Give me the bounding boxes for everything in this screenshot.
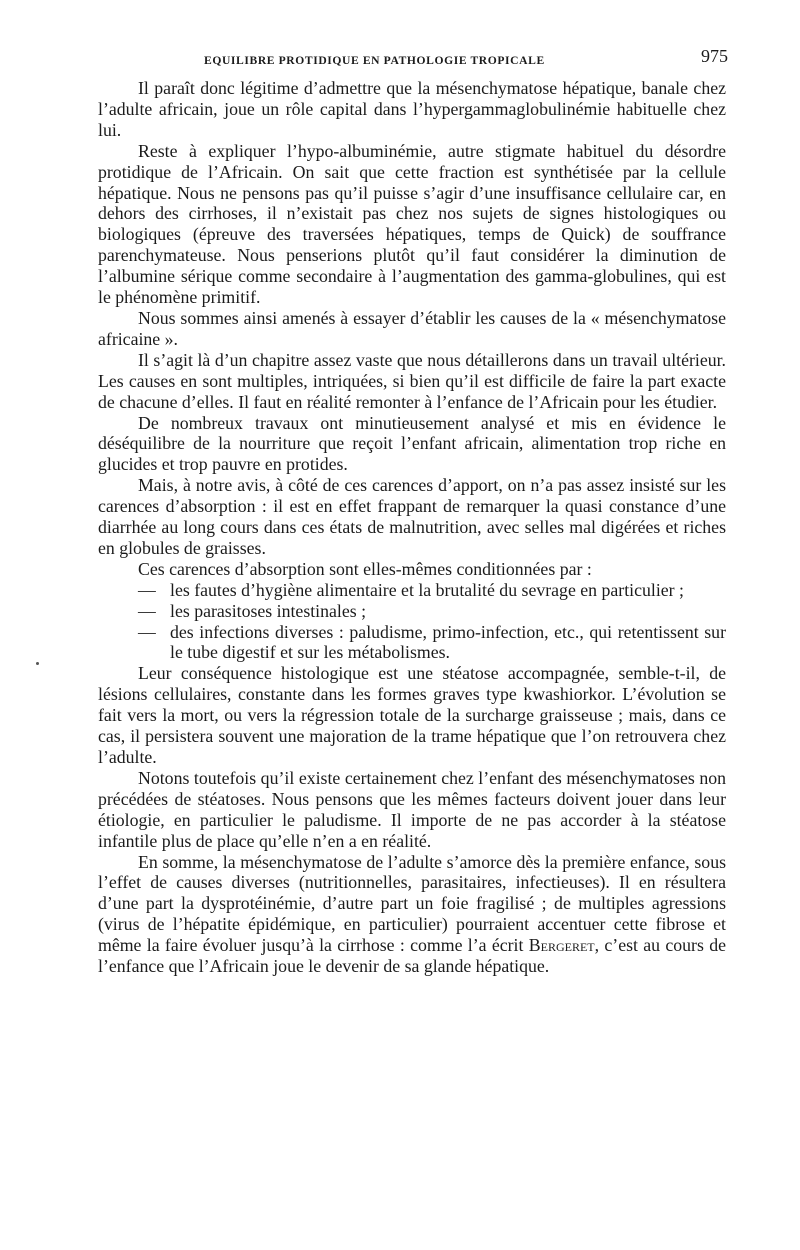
paragraph-10	[98, 852, 726, 977]
list-item-text: les fautes d’hygiène alimentaire et la brutalité du sevrage en particulier ;	[170, 579, 684, 600]
running-header	[98, 44, 726, 78]
list-item-text: des infections diverses : paludisme, primo-infection, etc., qui retentissent sur le tube digestif et sur les métabolismes.	[170, 621, 726, 663]
stray-ink-mark	[36, 662, 39, 665]
body-text	[98, 78, 726, 977]
paragraph-10-text-end: , c’est au cours de l’enfance que l’Africain joue le devenir de sa glande hépatique.	[98, 935, 727, 977]
cited-author: Bergeret	[528, 935, 595, 956]
list-dash: —	[138, 600, 156, 621]
page-number: 975	[701, 46, 728, 66]
list-dash: —	[138, 621, 156, 642]
header-title: EQUILIBRE PROTIDIQUE EN PATHOLOGIE TROPICALE	[204, 54, 545, 67]
paragraph-5: De nombreux travaux ont minutieusement analysé et mis en évidence le déséquilibre de la nourriture que reçoit l’enfant africain, alimentation trop riche en glucides et trop pauvre en protides.	[98, 412, 726, 475]
conditions-list	[98, 580, 726, 664]
paragraph-3: Nous sommes ainsi amenés à essayer d’établir les causes de la « mésenchymatose africaine ».	[98, 307, 726, 349]
paragraph-6: Mais, à notre avis, à côté de ces carences d’apport, on n’a pas assez insisté sur les carences d’absorption : il est en effet frappant de remarquer la quasi constance d’une diarrhée au long cours dans ces états de malnutrition, avec selles mal digérées et riches en globules de graisses.	[98, 475, 726, 558]
document-page	[98, 44, 726, 977]
list-item	[98, 622, 726, 664]
list-dash: —	[138, 579, 156, 600]
paragraph-1: Il paraît donc légitime d’admettre que la mésenchymatose hépatique, banale chez l’adulte africain, joue un rôle capital dans l’hypergammaglobulinémie habituelle chez lui.	[98, 78, 726, 140]
paragraph-2: Reste à expliquer l’hypo-albuminémie, autre stigmate habituel du désordre protidique de l’Africain. On sait que cette fraction est synthétisée par la cellule hépatique. Nous ne pensons pas qu’il puisse s’agir d’une insuffisance cellulaire car, en dehors des cirrhoses, il n’existait pas chez nos sujets de signes histologiques ou biologiques (épreuve des traversées hépatiques, temps de Quick) de souffrance parenchymateuse. Nous penserions plutôt qu’il faut considérer la diminution de l’albumine sérique comme secondaire à l’augmentation des gamma-globulines, qui est le phénomène primitif.	[98, 140, 726, 308]
paragraph-10-text-start: En somme, la mésenchymatose de l’adulte s’amorce dès la première enfance, sous l’effet de causes diverses (nutritionnelles, parasitaires, infectieuses). Il en résultera d’une part la dysprotéinémie, d’autre part un foie fragilisé ; de multiples agressions (virus de l’hépatite épidémique, en particulier) pourraient accentuer cette fibrose et même la faire évoluer jusqu’à la cirrhose : comme l’a écrit	[98, 851, 726, 956]
paragraph-4: Il s’agit là d’un chapitre assez vaste que nous détaillerons dans un travail ultérieur. Les causes en sont multiples, intriquées, si bien qu’il est difficile de faire la part exacte de chacune d’elles. Il faut en réalité remonter à l’enfance de l’Africain pour les étudier.	[98, 349, 726, 412]
paragraph-8: Leur conséquence histologique est une stéatose accompagnée, semble-t-il, de lésions cellulaires, constante dans les formes graves type kwashiorkor. L’évolution se fait vers la mort, ou vers la régression totale de la surcharge graisseuse ; mais, dans ce cas, il persistera souvent une majoration de la trame hépatique que l’on retrouvera chez l’adulte.	[98, 663, 726, 767]
list-item-text: les parasitoses intestinales ;	[170, 600, 367, 621]
list-item	[98, 601, 726, 622]
list-item	[98, 580, 726, 601]
paragraph-9: Notons toutefois qu’il existe certainement chez l’enfant des mésenchymatoses non précédées de stéatoses. Nous pensons que les mêmes facteurs doivent jouer dans leur étiologie, en particulier le paludisme. Il importe de ne pas accorder à la stéatose infantile plus de place qu’elle n’en a en réalité.	[98, 767, 726, 851]
paragraph-7: Ces carences d’absorption sont elles-mêmes conditionnées par :	[138, 558, 592, 579]
